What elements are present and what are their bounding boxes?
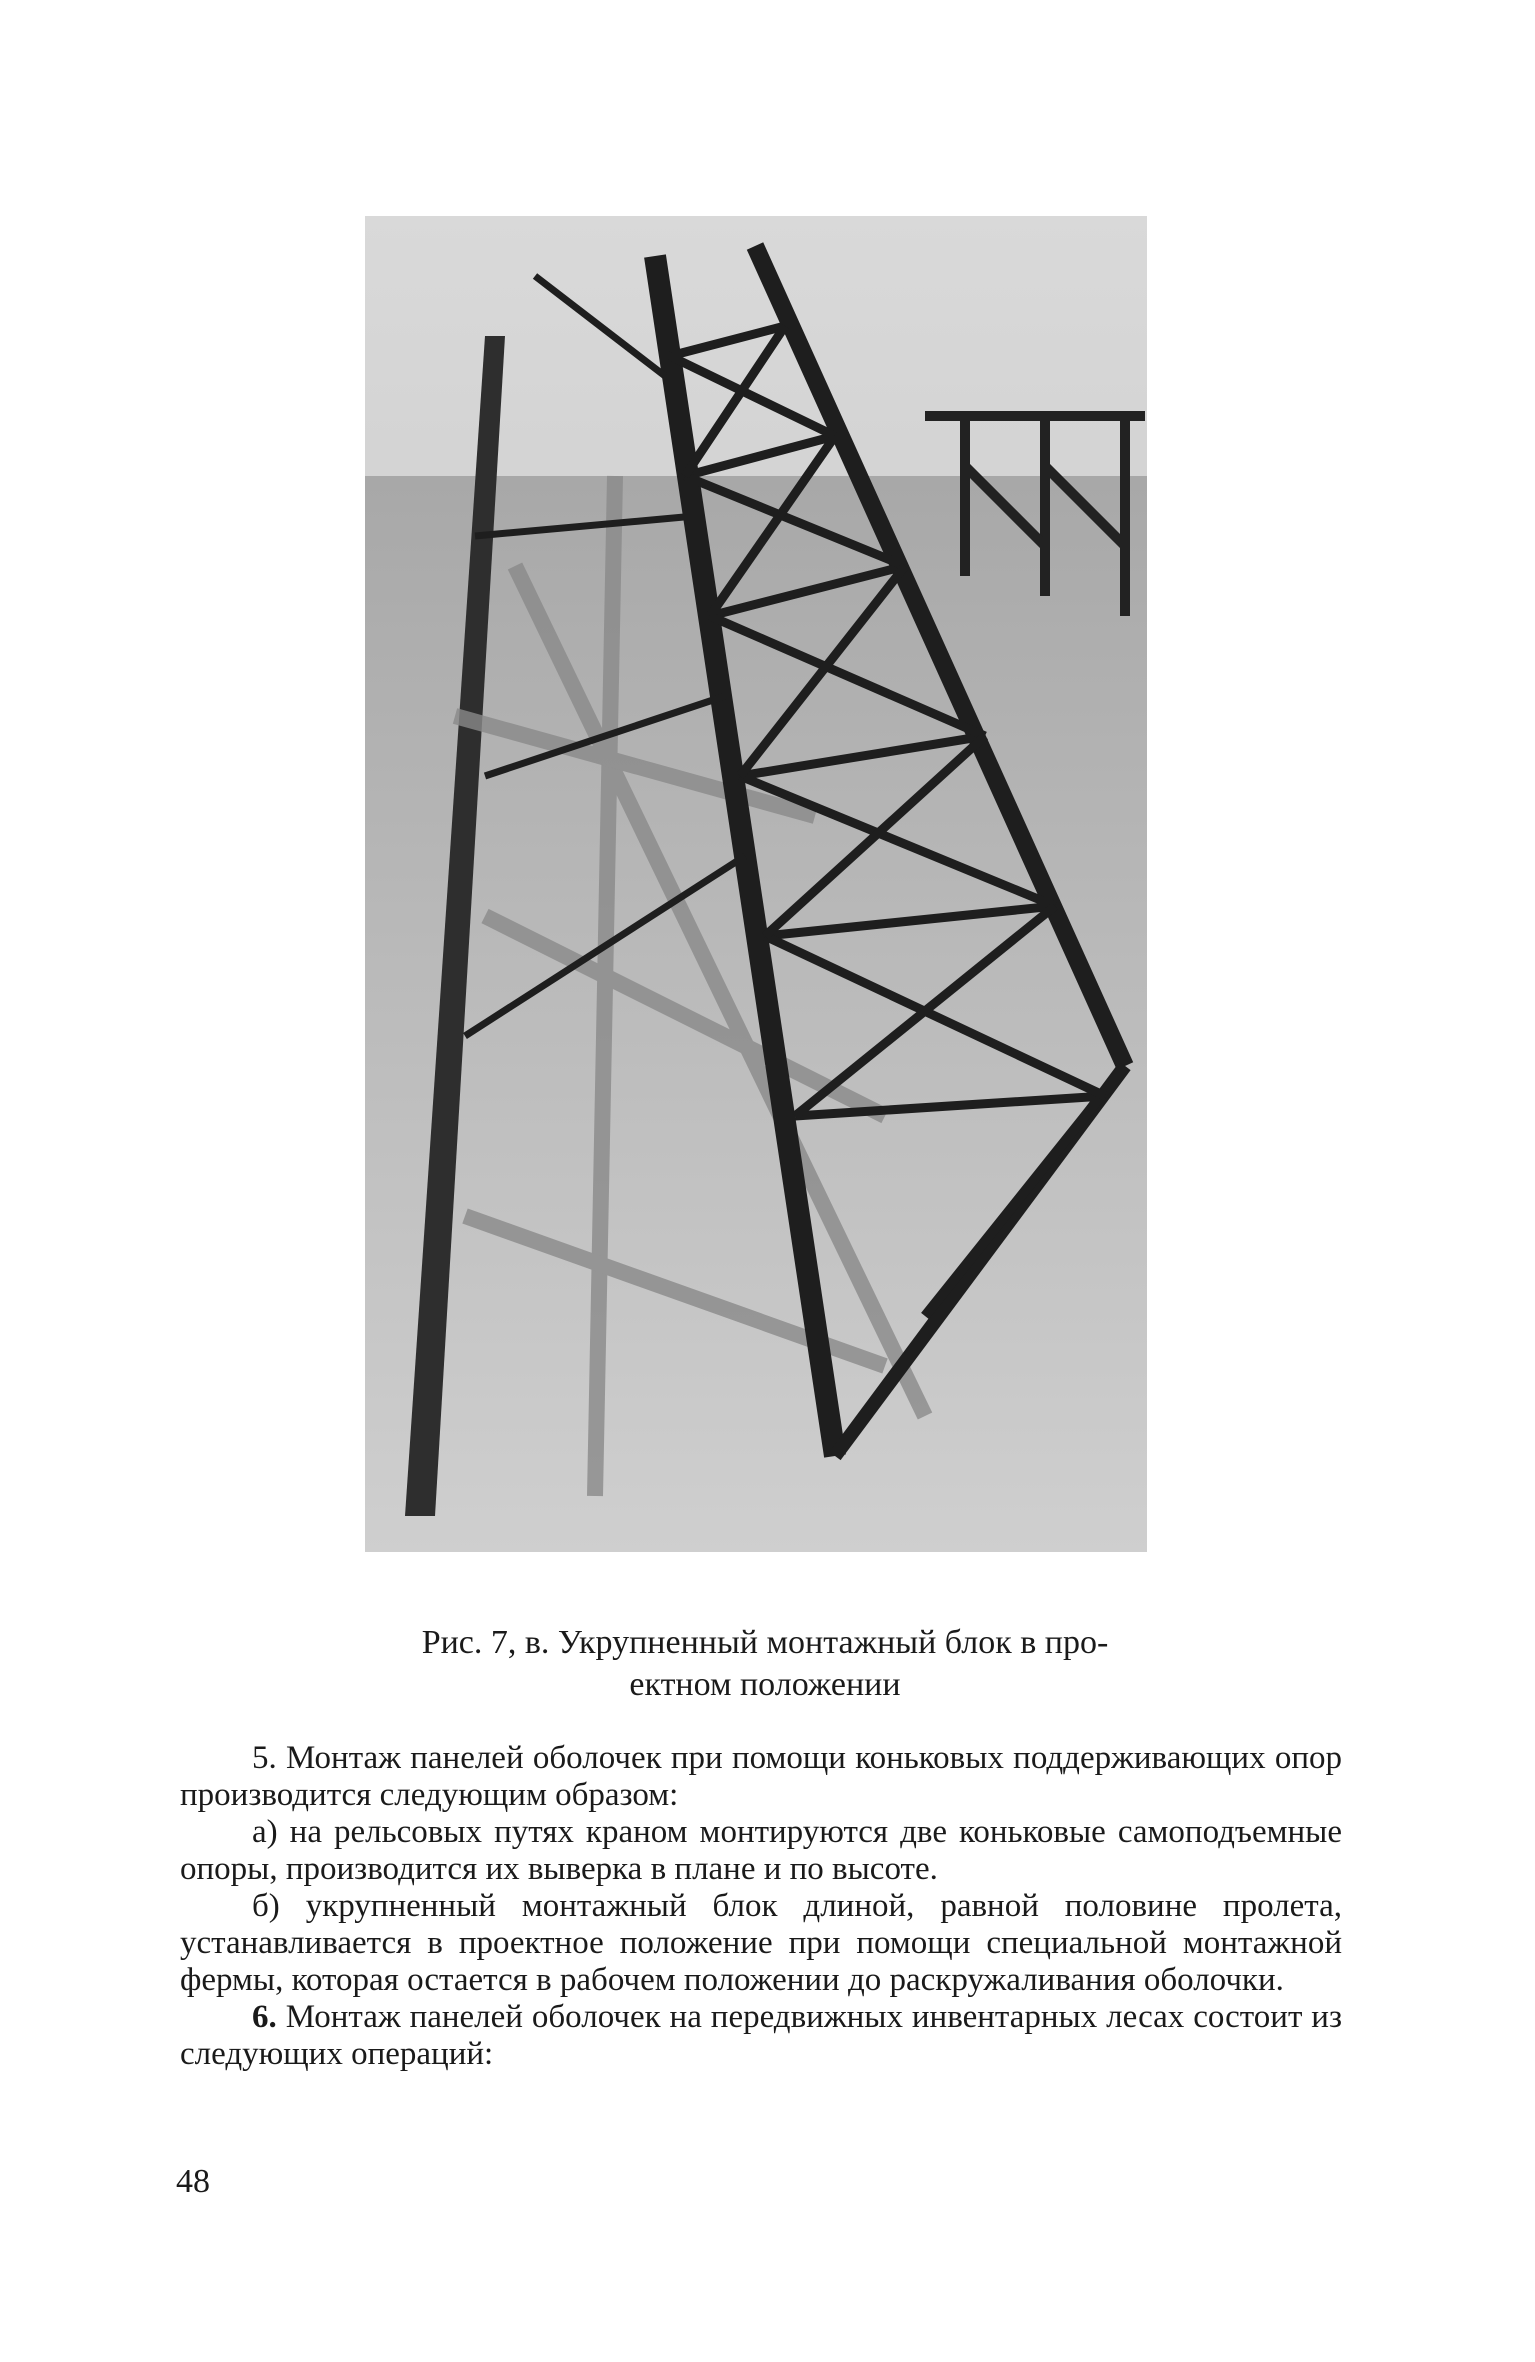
page-number: 48	[176, 2163, 210, 2200]
paragraph-5	[180, 1740, 1342, 1814]
truss-photo	[365, 216, 1147, 1552]
paragraph-text: а) на рельсовых путях краном монтируются две коньковые самоподъемные опоры, производится их выверка в плане и по высоте.	[180, 1814, 1342, 1887]
paragraph-5b	[180, 1888, 1342, 1999]
paragraph-5a	[180, 1814, 1342, 1888]
paragraph-number: 5.	[252, 1740, 277, 1776]
caption-line-1: Рис. 7, в. Укрупненный монтажный блок в про-	[421, 1624, 1109, 1661]
paragraph-text: Монтаж панелей оболочек на передвижных инвентарных лесах состоит из следующих операций:	[180, 1999, 1342, 2072]
caption-line-2: ектном положении	[629, 1666, 901, 1703]
truss-photo-illustration	[365, 216, 1147, 1552]
paragraph-6	[180, 1999, 1342, 2073]
paragraph-number: 6.	[252, 1999, 277, 2035]
paragraph-text: б) укрупненный монтажный блок длиной, равной половине пролета, устанавливается в проектное положение при помощи специальной монтажной фермы, которая остается в рабочем положении до раскружаливания оболочки.	[180, 1888, 1342, 1998]
body-text	[180, 1740, 1342, 2073]
figure-caption	[365, 1622, 1165, 1706]
paragraph-text: Монтаж панелей оболочек при помощи коньковых поддерживающих опор производится следующим образом:	[180, 1740, 1342, 1813]
